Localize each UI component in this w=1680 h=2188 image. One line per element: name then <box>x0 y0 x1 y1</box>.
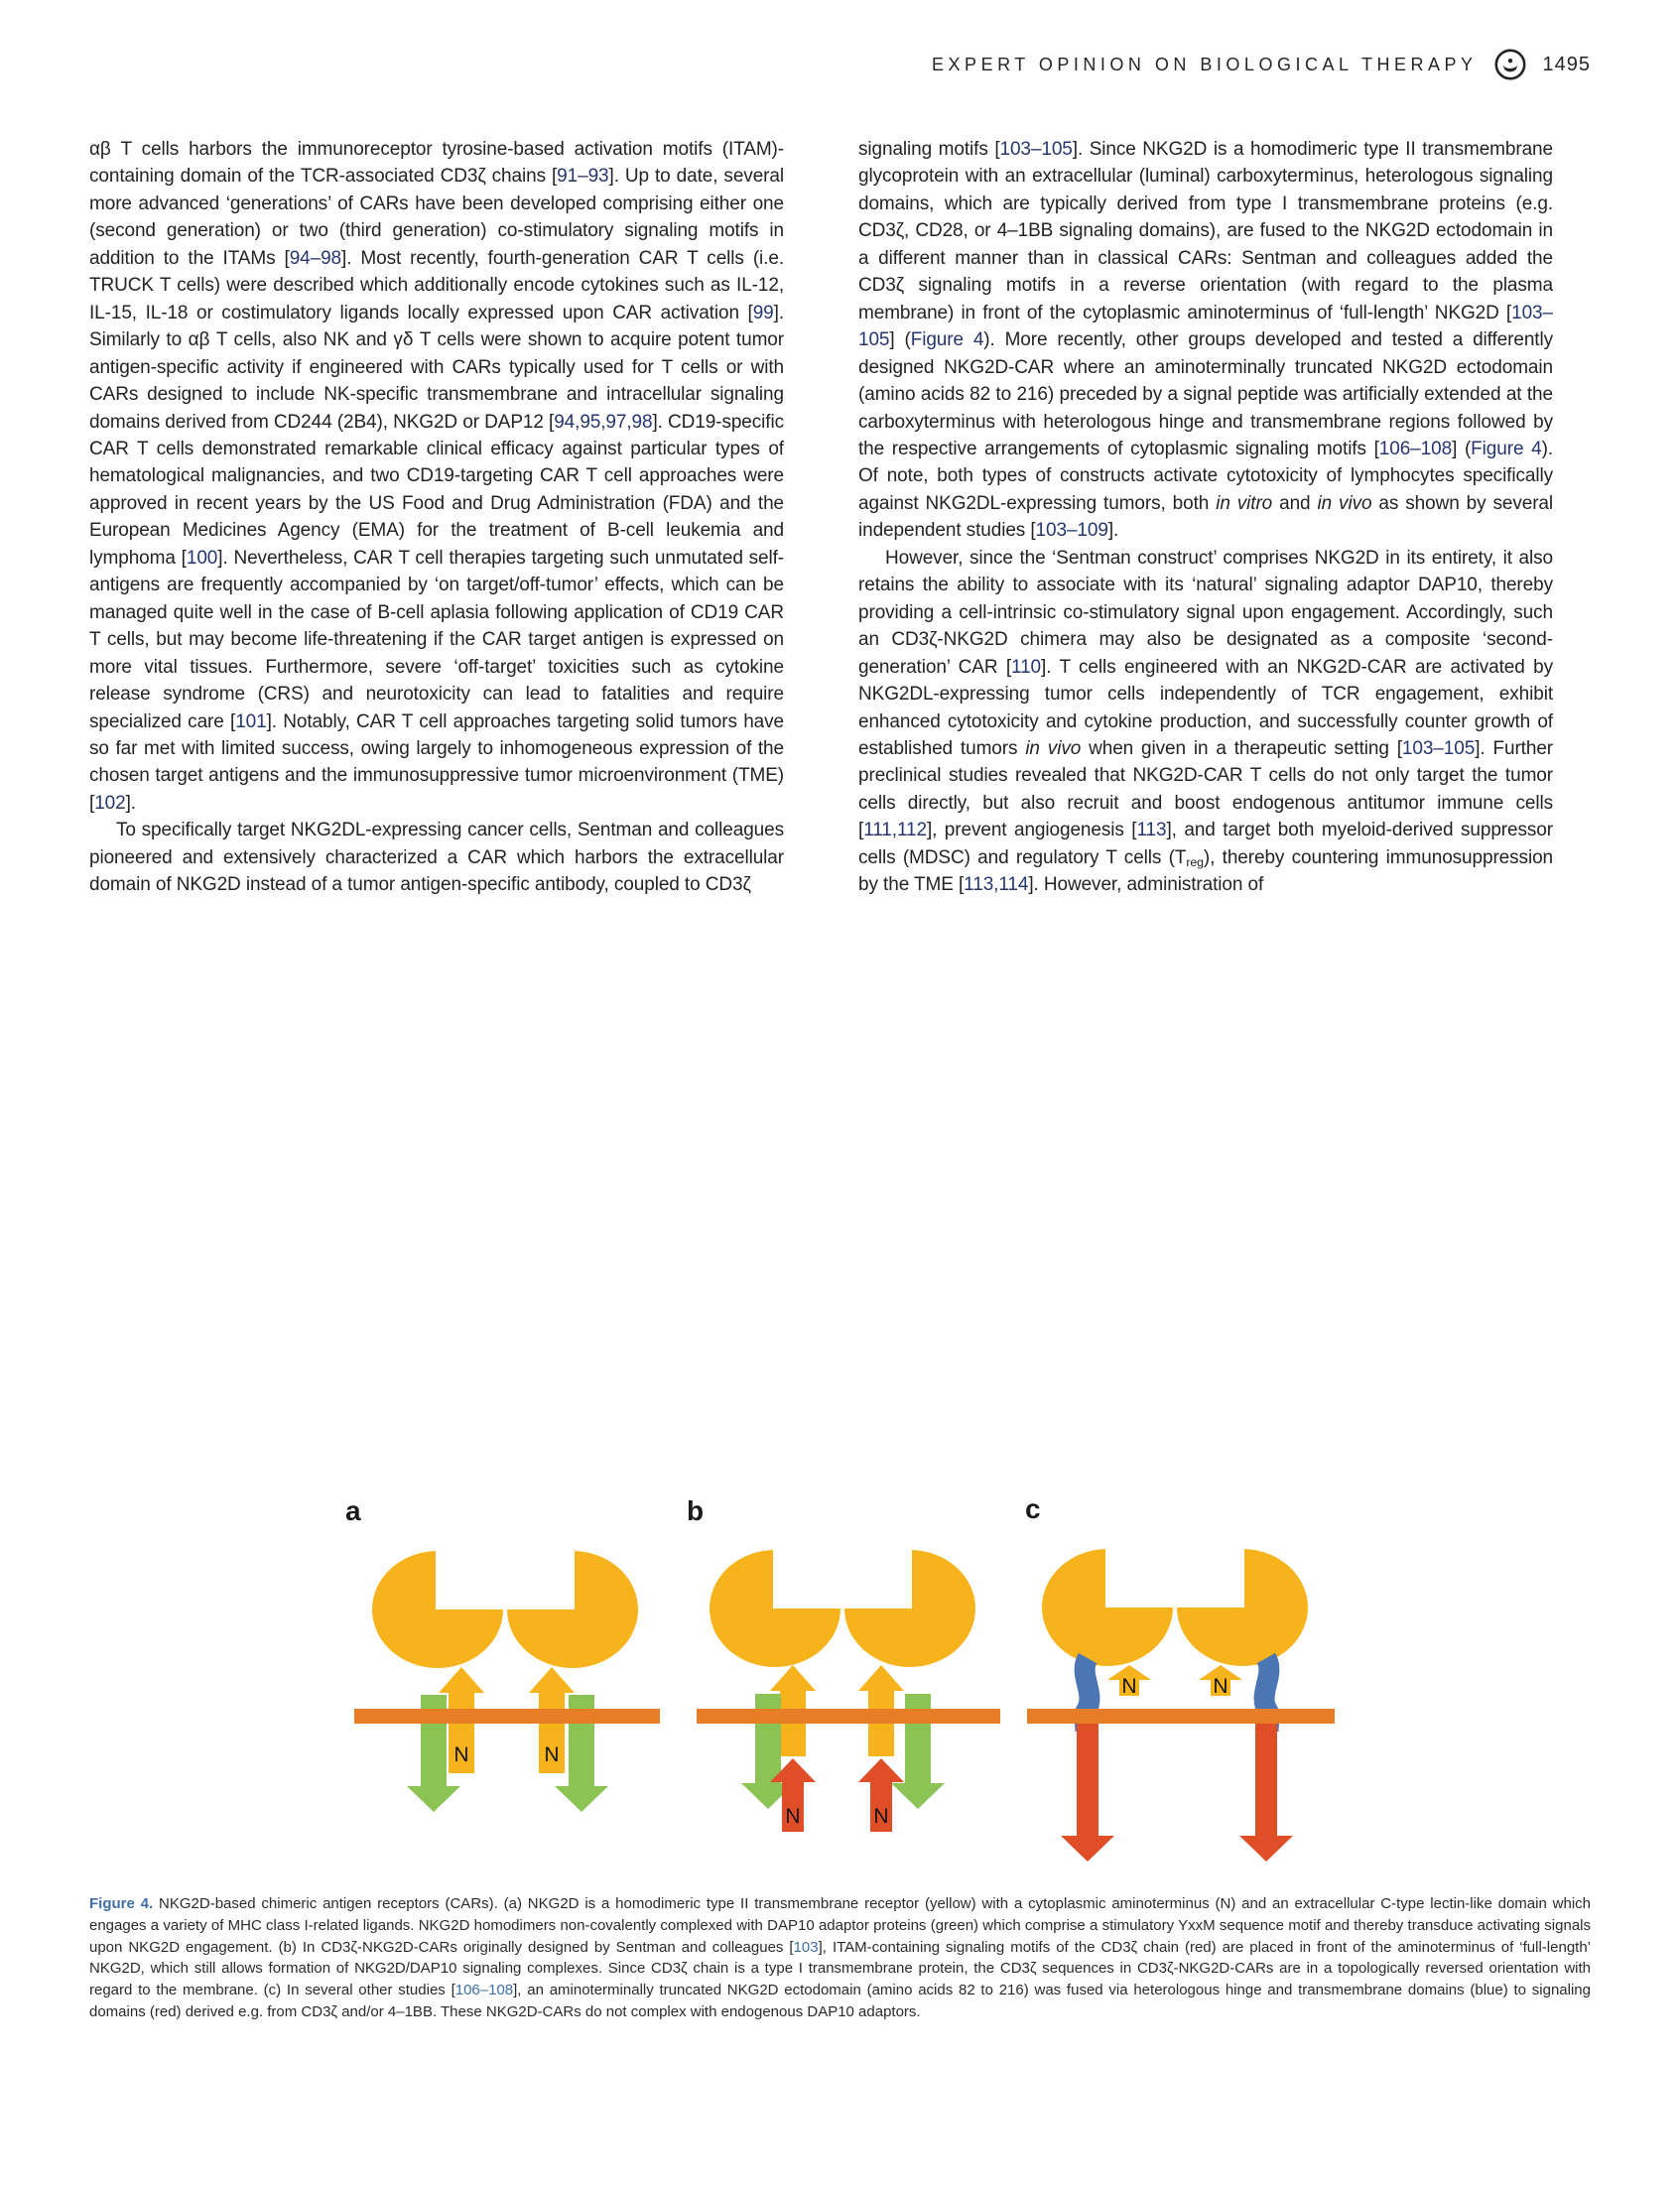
nkg2d-ectodomain-shape <box>1177 1549 1308 1666</box>
text-column-right <box>858 136 1553 899</box>
n-terminus-arrow <box>1199 1665 1242 1697</box>
plasma-membrane-bar <box>697 1709 1000 1724</box>
reference-link[interactable]: 103–105 <box>999 139 1073 160</box>
n-terminus-label: N <box>544 1743 560 1766</box>
arrowhead-up <box>858 1758 904 1782</box>
reference-link[interactable]: Figure 4 <box>1471 438 1542 459</box>
n-terminus-label: N <box>785 1805 801 1828</box>
cd3z-signaling-arrow <box>770 1758 816 1832</box>
body-paragraph: signaling motifs [103–105]. Since NKG2D is a homodimeric type II transmembrane glycoprotein with an extracellular (luminal) carboxyterminus, heterologous signaling domains, which are typically derived from type I transmembrane proteins (e.g. CD3ζ, CD28, or 4–1BB signaling domains), are fused to the NKG2D ectodomain in a different manner than in classical CARs: Sentman and colleagues added the CD3ζ signaling motifs in a reverse orientation (with regard to the plasma membrane) in front of the cytoplasmic aminoterminus of ‘full-length’ NKG2D [103–105] (Figure 4). More recently, other groups developed and tested a differently designed NKG2D-CAR where an aminoterminally truncated NKG2D ectodomain (amino acids 82 to 216) preceded by a signal peptide was artificially extended at the carboxyterminus with heterologous hinge and transmembrane regions followed by the respective arrangements of cytoplasmic signaling motifs [106–108] (Figure 4). Of note, both types of constructs activate cytotoxicity of lymphocytes specifically against NKG2DL-expressing tumors, both in vitro and in vivo as shown by several independent studies [103–109]. <box>858 139 1554 542</box>
nkg2d-ectodomain-shape <box>507 1551 638 1668</box>
arrowhead-up <box>770 1665 816 1691</box>
reference-link[interactable]: 110 <box>1011 656 1042 678</box>
arrowhead-down <box>407 1786 460 1812</box>
figure-caption-label: Figure 4. <box>89 1895 154 1912</box>
reference-link[interactable]: Figure 4 <box>910 329 984 351</box>
reference-link[interactable]: 106–108 <box>1378 438 1453 459</box>
body-paragraph: αβ T cells harbors the immunoreceptor tyrosine-based activation motifs (ITAM)-containing domain of the TCR-associated CD3ζ chains [91–93]. Up to date, several more advanced ‘generations’ of CARs have been developed comprising either one (second generation) or two (third generation) co-stimulatory signaling motifs in addition to the ITAMs [94–98]. Most recently, fourth-generation CAR T cells (i.e. TRUCK T cells) were described which additionally encode cytokines such as IL-12, IL-15, IL-18 or costimulatory ligands locally expressed upon CAR activation [99]. Similarly to αβ T cells, also NK and γδ T cells were shown to acquire potent tumor antigen-specific activity if engineered with CARs typically used for T cells or with CARs designed to include NK-specific transmembrane and intracellular signaling domains derived from CD244 (2B4), NKG2D or DAP12 [94,95,97,98]. CD19-specific CAR T cells demonstrated remarkable clinical efficacy against particular types of hematological malignancies, and two CD19-targeting CAR T cell approaches were approved in recent years by the US Food and Drug Administration (FDA) and the European Medicines Agency (EMA) for the treatment of B-cell leukemia and lymphoma [100]. Nevertheless, CAR T cell therapies targeting such unmutated self-antigens are frequently accompanied by ‘on target/off-tumor’ effects, which can be managed quite well in the case of B-cell aplasia following application of CD19 CAR T cells, but may become life-threatening if the CAR target antigen is expressed on more vital tissues. Furthermore, severe ‘off-target’ toxicities such as cytokine release syndrome (CRS) and neurotoxicity can lead to fatalities and require specialized care [101]. Notably, CAR T cell approaches targeting solid tumors have so far met with limited success, owing largely to inhomogeneous expression of the chosen target antigens and the immunosuppressive tumor microenvironment (TME) [102]. <box>89 139 785 814</box>
arrow-shaft <box>905 1694 931 1783</box>
nkg2d-ectodomain-shape <box>710 1550 840 1667</box>
arrowhead-down <box>555 1786 608 1812</box>
reference-link[interactable]: 113,114 <box>964 874 1029 896</box>
n-terminus-label: N <box>1213 1675 1228 1698</box>
reference-link[interactable]: 113 <box>1136 820 1167 841</box>
plasma-membrane-bar <box>1027 1709 1335 1724</box>
journal-title: EXPERT OPINION ON BIOLOGICAL THERAPY <box>932 54 1478 74</box>
page-header <box>89 48 1591 81</box>
plasma-membrane-bar <box>354 1709 660 1724</box>
reference-link[interactable]: 100 <box>186 547 218 569</box>
reference-link[interactable]: 103–105 <box>1401 737 1476 759</box>
figure-4 <box>89 1483 1591 1880</box>
reference-link[interactable]: 111,112 <box>863 820 927 841</box>
nkg2d-ectodomain-shape <box>844 1550 975 1667</box>
nkg2d-ectodomain-shape <box>1042 1549 1173 1666</box>
arrowhead-down <box>1061 1836 1114 1862</box>
reference-link[interactable]: 103–109 <box>1035 520 1108 542</box>
journal-logo-icon <box>1493 48 1527 81</box>
reference-link[interactable]: 99 <box>752 302 774 323</box>
panel-label-c: c <box>1025 1493 1041 1524</box>
arrow-shaft <box>1255 1724 1277 1836</box>
reference-link[interactable]: 103–105 <box>858 302 1553 351</box>
arrowhead-up <box>529 1667 575 1693</box>
n-terminus-arrow <box>1107 1665 1151 1697</box>
reference-link[interactable]: 94,95,97,98 <box>554 411 653 433</box>
n-terminus-label: N <box>873 1805 889 1828</box>
arrowhead-up <box>439 1667 484 1693</box>
panel-label-b: b <box>687 1495 705 1526</box>
cd3z-signaling-arrow <box>858 1758 904 1832</box>
nkg2d-ectodomain-shape <box>372 1551 503 1668</box>
arrowhead-down <box>1239 1836 1293 1862</box>
page-number: 1495 <box>1542 53 1591 75</box>
arrowhead-up <box>858 1665 904 1691</box>
body-paragraph: To specifically target NKG2DL-expressing cancer cells, Sentman and colleagues pioneered and extensively characterized a CAR which harbors the extracellular domain of NKG2D instead of a tumor antigen-specific antibody, coupled to CD3ζ <box>89 820 784 896</box>
reference-link[interactable]: 106–108 <box>454 1982 514 1999</box>
arrowhead-up <box>770 1758 816 1782</box>
reference-link[interactable]: 91–93 <box>557 166 609 188</box>
text-column-left <box>89 136 784 899</box>
reference-link[interactable]: 103 <box>793 1938 819 1956</box>
reference-link[interactable]: 102 <box>94 792 126 814</box>
reference-link[interactable]: 101 <box>235 710 267 732</box>
n-terminus-label: N <box>1121 1675 1137 1698</box>
body-paragraph: However, since the ‘Sentman construct’ comprises NKG2D in its entirety, it also retains the ability to associate with its ‘natural’ signaling adaptor DAP10, thereby providing a cell-intrinsic co-stimulatory signal upon engagement. Accordingly, such an CD3ζ-NKG2D chimera may also be designated as a composite ‘second-generation’ CAR [110]. T cells engineered with an NKG2D-CAR are activated by NKG2DL-expressing tumor cells independently of TCR engagement, exhibit enhanced cytotoxicity and cytokine production, and successfully counter growth of established tumors in vivo when given in a therapeutic setting [103–105]. Further preclinical studies revealed that NKG2D-CAR T cells do not only target the tumor cells directly, but also recruit and boost endogenous antitumor immune cells [111,112], prevent angiogenesis [113], and target both myeloid-derived suppressor cells (MDSC) and regulatory T cells $(T_{reg})$, thereby countering immunosuppression by the TME [113,114]. However, administration of <box>858 547 1554 896</box>
signaling-domain-arrow <box>1239 1724 1293 1862</box>
arrow-shaft <box>1077 1724 1098 1836</box>
figure-caption <box>89 1893 1591 2023</box>
n-terminus-label: N <box>453 1743 469 1766</box>
figure-caption-text: NKG2D-based chimeric antigen receptors (CARs). (a) NKG2D is a homodimeric type II transmembrane receptor (yellow) with a cytoplasmic aminoterminus (N) and an extracellular C-type lectin-like domain which engages a variety of MHC class I-related ligands. NKG2D homodimers non-covalently complexed with DAP10 adaptor proteins (green) which comprise a stimulatory YxxM sequence motif and thereby transduce activating signals upon NKG2D engagement. (b) In CD3ζ-NKG2D-CARs originally designed by Sentman and colleagues [103], ITAM-containing signaling motifs of the CD3ζ chain (red) are placed in front of the aminoterminus of ‘full-length’ NKG2D, which still allows formation of NKG2D/DAP10 signaling complexes. Since CD3ζ chain is a type I transmembrane protein, the CD3ζ sequences in CD3ζ-NKG2D-CARs are in a topologically reversed orientation with regard to the membrane. (c) In several other studies [106–108], an aminoterminally truncated NKG2D ectodomain (amino acids 82 to 216) was fused via heterologous hinge and transmembrane domains (blue) to signaling domains (red) derived e.g. from CD3ζ and/or 4–1BB. These NKG2D-CARs do not complex with endogenous DAP10 adaptors. <box>89 1895 1591 2020</box>
panel-label-a: a <box>345 1495 361 1526</box>
signaling-domain-arrow <box>1061 1724 1114 1862</box>
reference-link[interactable]: 94–98 <box>289 247 342 269</box>
